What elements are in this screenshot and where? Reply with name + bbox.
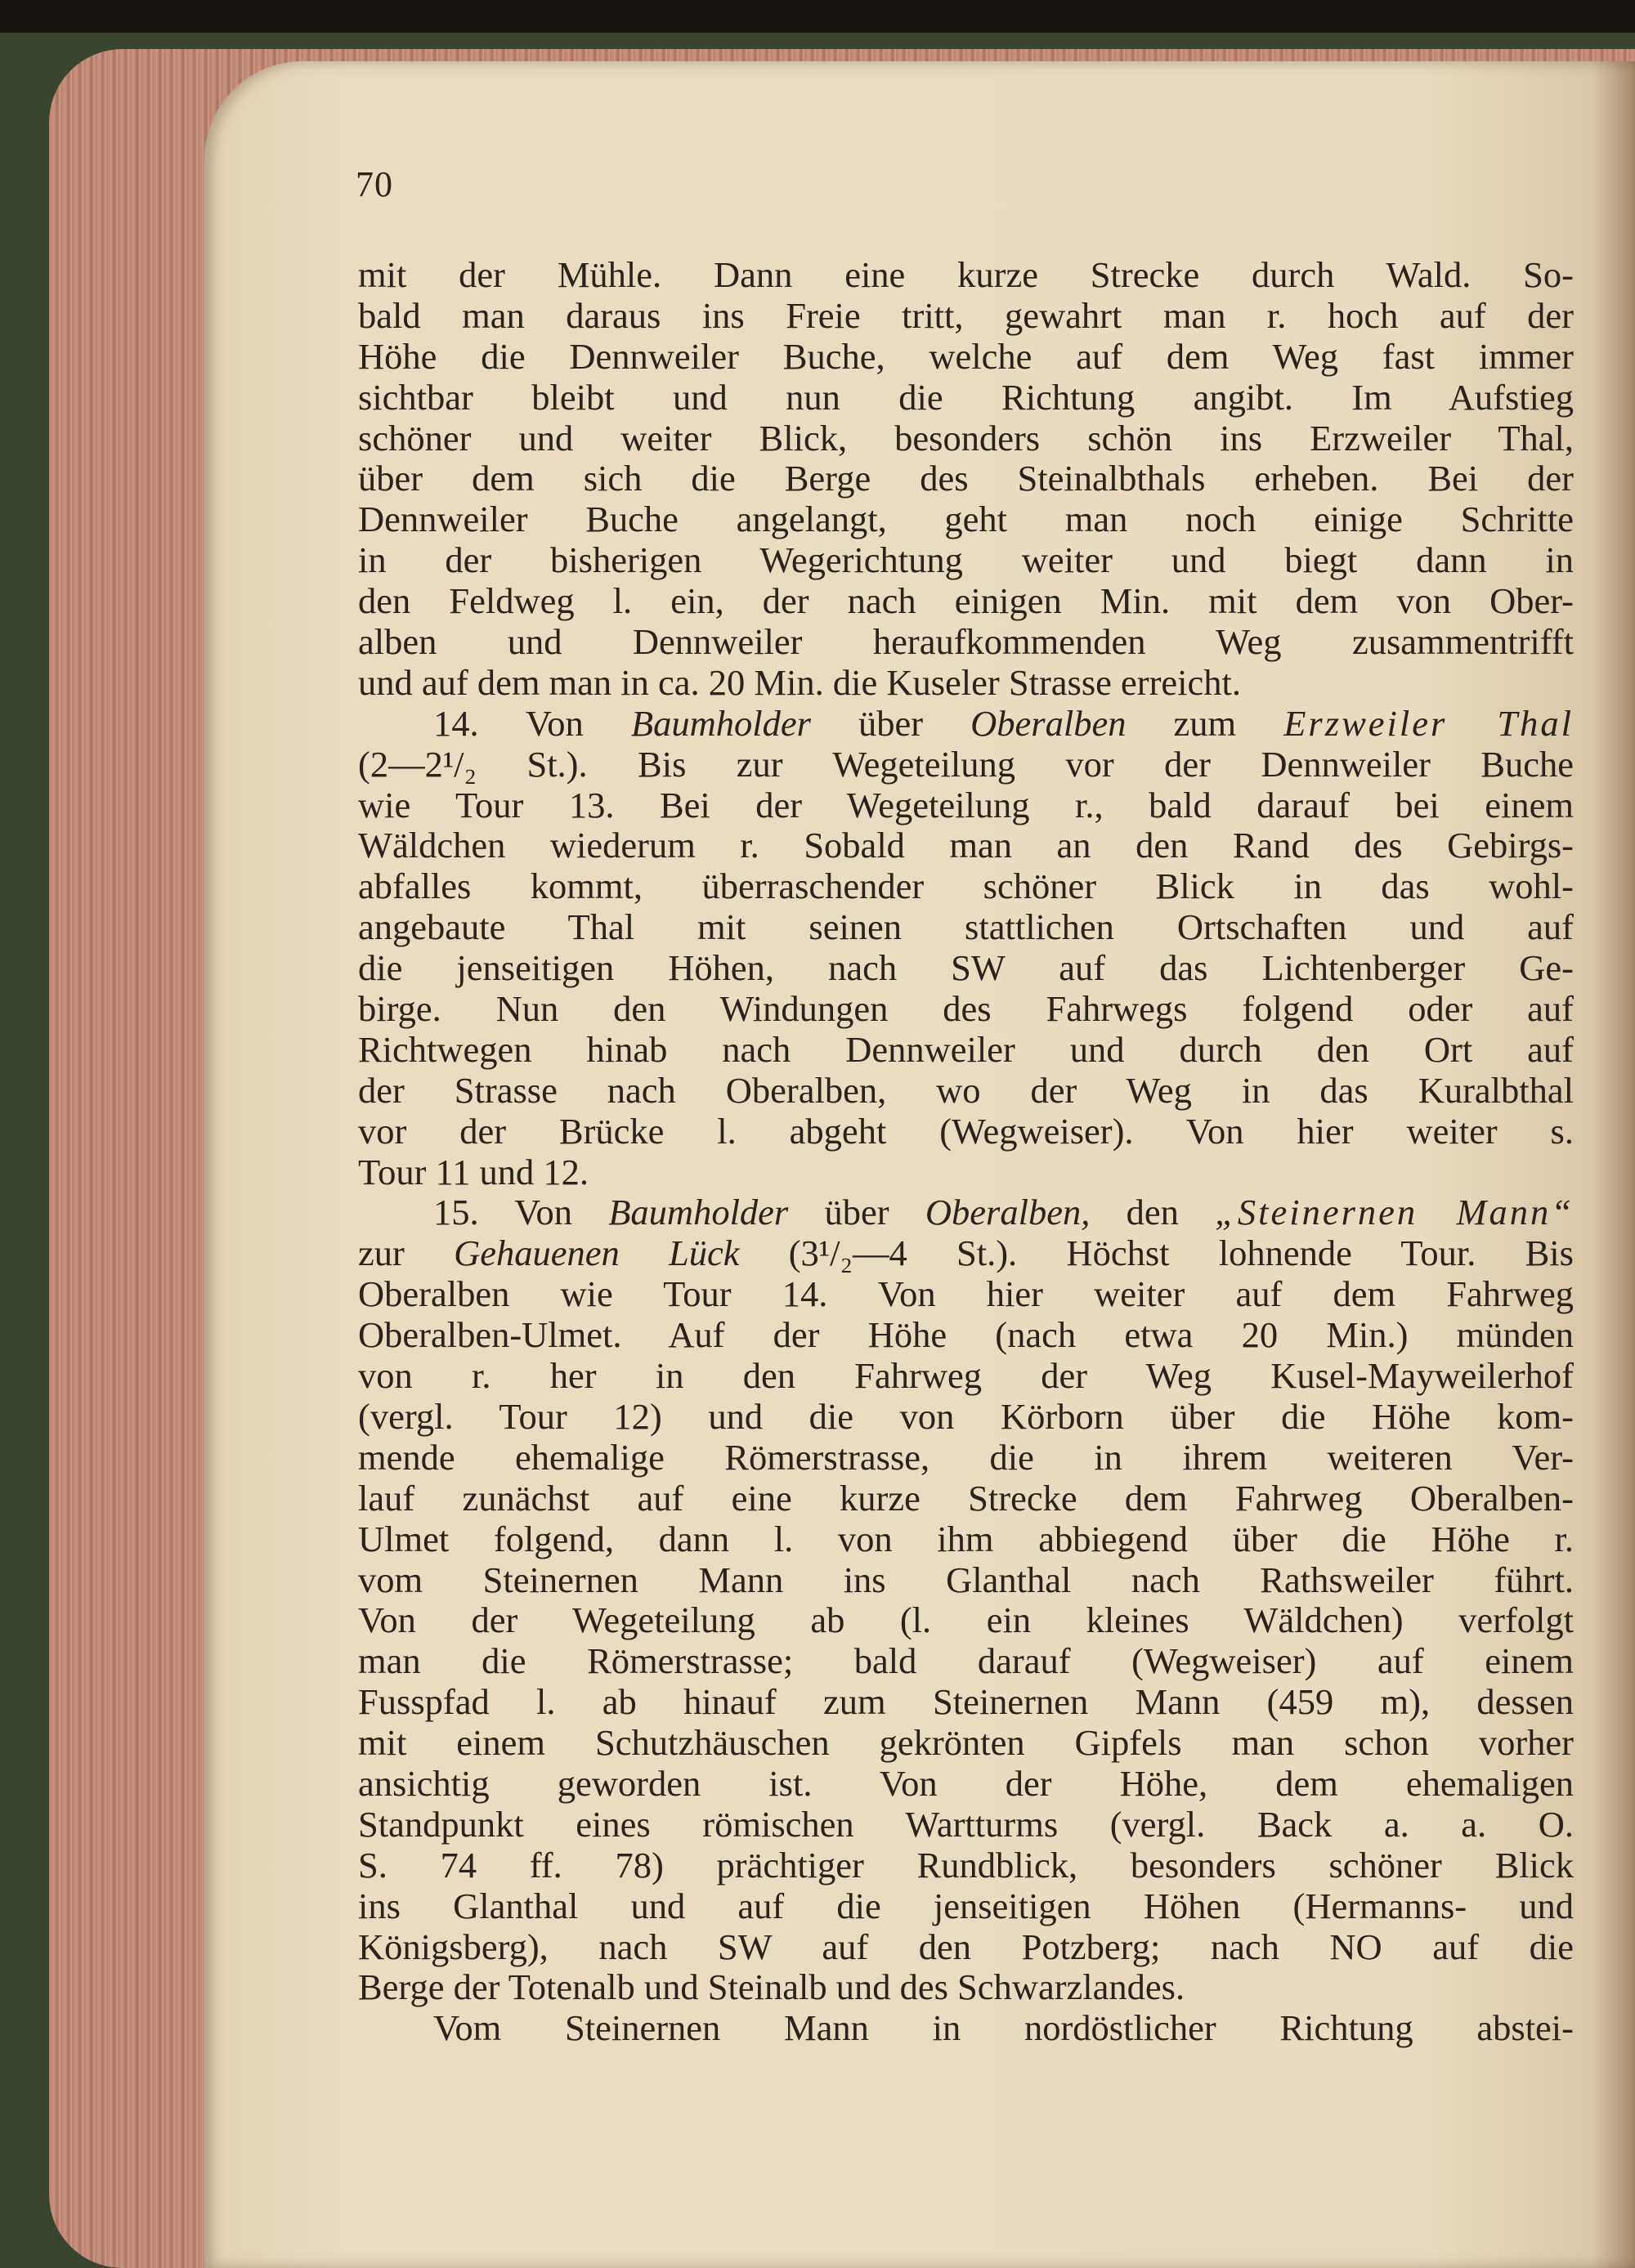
text-line: Höhe die Dennweiler Buche, welche auf dem Weg fast immer — [358, 336, 1574, 377]
text-line: Tour 11 und 12. — [358, 1152, 589, 1192]
text-line: von r. her in den Fahrweg der Weg Kusel-Mayweilerhof — [358, 1356, 1574, 1397]
text-line: ansichtig geworden ist. Von der Höhe, dem ehemaligen — [358, 1763, 1574, 1804]
text-line: angebaute Thal mit seinen stattlichen Ortschaften und auf — [358, 907, 1574, 948]
text-line: Berge der Totenalb und Steinalb und des Schwarzlandes. — [358, 1967, 1185, 2008]
text-line: (vergl. Tour 12) und die von Körborn über die Höhe kom- — [358, 1396, 1574, 1437]
text-line: mende ehemalige Römerstrasse, die in ihrem weiteren Ver- — [358, 1437, 1574, 1478]
text-line: Von der Wegeteilung ab (l. ein kleines Wäldchen) verfolgt — [358, 1600, 1574, 1641]
text-line: Königsberg), nach SW auf den Potzberg; nach NO auf die — [358, 1926, 1574, 1967]
tour-15-heading — [358, 1192, 1574, 1233]
text-line: vor der Brücke l. abgeht (Wegweiser). Von hier weiter s. — [358, 1111, 1574, 1152]
text-line: wie Tour 13. Bei der Wegeteilung r., bald darauf bei einem — [358, 785, 1574, 825]
text-line: Richtwegen hinab nach Dennweiler und durch den Ort auf — [358, 1029, 1574, 1070]
text-line: Dennweiler Buche angelangt, geht man noch einige Schritte — [358, 499, 1574, 540]
place-name: Baumholder — [630, 703, 811, 744]
text-line: sichtbar bleibt und nun die Richtung angibt. Im Aufstieg — [358, 377, 1574, 418]
place-name: „Steinernen Mann“ — [1215, 1192, 1574, 1233]
tour-number: 15. Von — [433, 1192, 572, 1233]
place-name: Oberalben — [970, 703, 1127, 744]
text-line: Standpunkt eines römischen Wartturms (vergl. Back a. a. O. — [358, 1804, 1574, 1845]
text-word: über — [858, 703, 924, 744]
text-line: der Strasse nach Oberalben, wo der Weg in das Kuralbthal — [358, 1070, 1574, 1111]
text-line: bald man daraus ins Freie tritt, gewahrt man r. hoch auf der — [358, 295, 1574, 336]
text-line: in der bisherigen Wegerichtung weiter und biegt dann in — [358, 540, 1574, 581]
text-line: Fusspfad l. ab hinauf zum Steinernen Mann (459 m), dessen — [358, 1682, 1574, 1723]
text-line: Vom Steinernen Mann in nordöstlicher Richtung abstei- — [433, 2008, 1574, 2049]
text-line: Oberalben wie Tour 14. Von hier weiter auf dem Fahrweg — [358, 1274, 1574, 1315]
tour-15-line-2 — [358, 1233, 1574, 1274]
text-line: ins Glanthal und auf die jenseitigen Höhen (Hermanns- und — [358, 1886, 1574, 1926]
text-word: zum — [1173, 703, 1237, 744]
text-line: die jenseitigen Höhen, nach SW auf das Lichtenberger Ge- — [358, 948, 1574, 989]
text-line: mit einem Schutzhäuschen gekrönten Gipfels man schon vorher — [358, 1723, 1574, 1764]
place-name: Baumholder — [608, 1192, 789, 1233]
body-text — [358, 255, 1574, 2049]
text-line: Oberalben-Ulmet. Auf der Höhe (nach etwa 20 Min.) münden — [358, 1315, 1574, 1356]
tour-number: 14. Von — [433, 703, 584, 744]
text-line: birge. Nun den Windungen des Fahrwegs folgend oder auf — [358, 989, 1574, 1030]
place-name: Gehauenen Lück — [454, 1233, 740, 1274]
text-line: Ulmet folgend, dann l. von ihm abbiegend über die Höhe r. — [358, 1519, 1574, 1559]
text-word: über — [824, 1192, 889, 1233]
text-word: (3¹/₂—4 St.). Höchst lohnende Tour. Bis — [788, 1233, 1574, 1274]
text-line: mit der Mühle. Dann eine kurze Strecke durch Wald. So- — [358, 255, 1574, 295]
text-line: und auf dem man in ca. 20 Min. die Kuseler Strasse erreicht. — [358, 662, 1242, 703]
text-line: vom Steinernen Mann ins Glanthal nach Rathsweiler führt. — [358, 1559, 1574, 1600]
text-line: schöner und weiter Blick, besonders schön ins Erzweiler Thal, — [358, 418, 1574, 459]
tour-14-heading — [358, 704, 1574, 745]
text-word: zur — [358, 1233, 405, 1274]
text-line: Wäldchen wiederum r. Sobald man an den Rand des Gebirgs- — [358, 825, 1574, 866]
text-line: über dem sich die Berge des Steinalbthals erheben. Bei der — [358, 459, 1574, 499]
page-number: 70 — [356, 164, 393, 204]
text-line: lauf zunächst auf eine kurze Strecke dem Fahrweg Oberalben- — [358, 1478, 1574, 1519]
text-line: alben und Dennweiler heraufkommenden Weg zusammentrifft — [358, 622, 1574, 663]
text-line: abfalles kommt, überraschender schöner Blick in das wohl- — [358, 866, 1574, 907]
text-line: S. 74 ff. 78) prächtiger Rundblick, besonders schöner Blick — [358, 1845, 1574, 1886]
text-line: (2—2¹/₂ St.). Bis zur Wegeteilung vor der Dennweiler Buche — [358, 744, 1574, 785]
text-line: den Feldweg l. ein, der nach einigen Min. mit dem von Ober- — [358, 581, 1574, 622]
place-name: Erzweiler Thal — [1283, 703, 1574, 744]
text-word: den — [1126, 1192, 1179, 1233]
place-name: Oberalben, — [925, 1192, 1091, 1233]
text-line: man die Römerstrasse; bald darauf (Wegweiser) auf einem — [358, 1641, 1574, 1682]
